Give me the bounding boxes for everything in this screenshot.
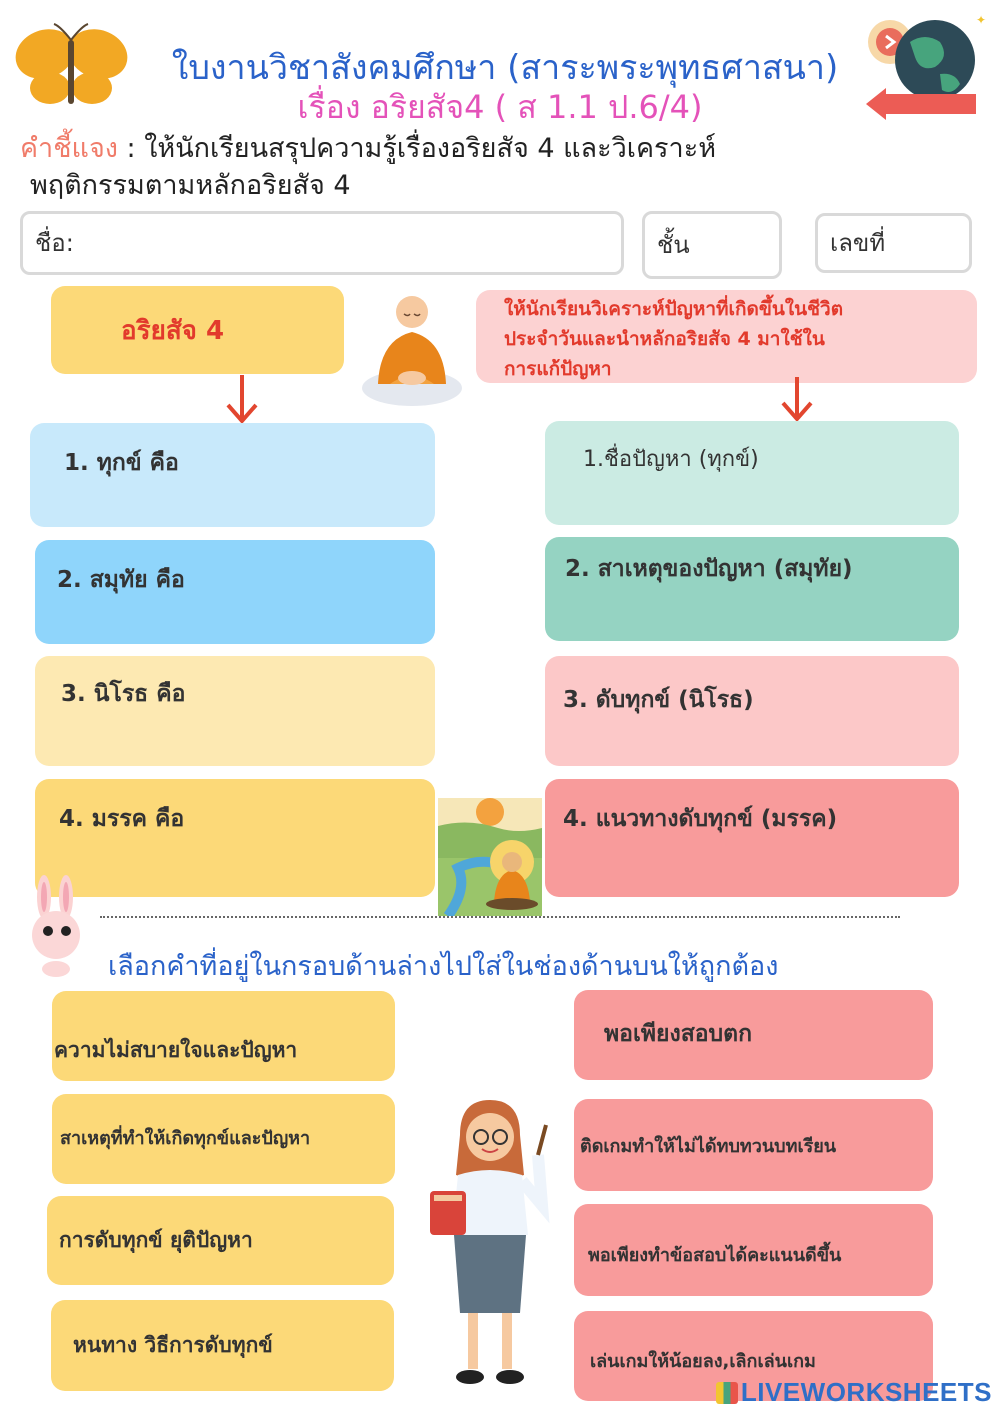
nirodha-answer-box[interactable] [35,656,435,766]
monk-icon [360,290,464,408]
name-input[interactable] [23,214,621,272]
liveworksheets-logo [716,1377,992,1408]
problem-solved-label: 3. ดับทุกข์ (นิโรธ) [563,687,754,713]
right-heading-line-2: ประจำวันและนำหลักอริยสัจ 4 มาใช้ใน [504,328,825,350]
class-field [642,211,782,279]
word-card-text: เล่นเกมให้น้อยลง,เลิกเล่นเกม [590,1350,816,1372]
word-card[interactable] [52,991,395,1081]
svg-text:✦: ✦ [976,13,987,27]
instructions-line2: พฤติกรรมตามหลักอริยสัจ 4 [30,170,351,201]
magga-label: 4. มรรค คือ [59,806,185,832]
word-card[interactable] [574,1204,933,1296]
left-heading-text: อริยสัจ 4 [121,316,225,346]
instructions-label: คำชี้แจง [20,133,118,164]
word-card[interactable] [52,1094,395,1184]
problem-cause-label: 2. สาเหตุของปัญหา (สมุทัย) [565,556,853,582]
problem-name-box[interactable] [545,421,959,525]
problem-name-label: 1.ชื่อปัญหา (ทุกข์) [583,447,759,472]
globe-icon [860,12,990,122]
arrow-down-icon [777,377,817,423]
word-card[interactable] [47,1196,394,1285]
worksheet-subtitle: เรื่อง อริยสัจ4 ( ส 1.1 ป.6/4) [297,88,703,126]
word-card-text: การดับทุกข์ ยุติปัญหา [59,1228,253,1252]
instructions-text-1: ให้นักเรียนสรุปความรู้เรื่องอริยสัจ 4 และวิเคราะห์ [144,133,717,164]
right-heading-line-3: การแก้ปัญหา [504,358,612,380]
drag-instruction: เลือกคำที่อยู่ในกรอบด้านล่างไปใส่ในช่องด้านบนให้ถูกต้อง [108,951,779,982]
word-card-text: ความไม่สบายใจและปัญหา [54,1037,298,1062]
problem-cause-box[interactable] [545,537,959,641]
buddha-illustration [438,798,542,916]
problem-solved-box[interactable] [545,656,959,766]
name-field [20,211,624,275]
word-card-text: สาเหตุที่ทำให้เกิดทุกข์และปัญหา [60,1127,311,1149]
solution-path-box[interactable] [545,779,959,897]
word-card-text: หนทาง วิธีการดับทุกข์ [73,1333,273,1357]
word-card[interactable] [51,1300,394,1391]
instructions-separator: : [117,133,145,164]
word-card[interactable] [574,1099,933,1191]
dukkha-label: 1. ทุกข์ คือ [64,450,179,476]
brand-text: LIVEWORKSHEETS [740,1377,992,1407]
samudaya-label: 2. สมุทัย คือ [57,567,185,593]
word-card-text: พอเพียงทำข้อสอบได้คะแนนดีขึ้น [588,1244,842,1266]
number-input[interactable] [818,216,969,270]
bunny-icon [24,873,88,977]
left-heading-box [51,286,344,374]
nirodha-label: 3. นิโรธ คือ [61,681,186,707]
magga-answer-box[interactable] [35,779,435,897]
butterfly-icon [10,22,130,114]
word-card[interactable] [574,990,933,1080]
brand-mark-icon [716,1382,738,1404]
solution-path-label: 4. แนวทางดับทุกข์ (มรรค) [563,806,838,832]
right-heading-line-1: ให้นักเรียนวิเคราะห์ปัญหาที่เกิดขึ้นในชีวิต [504,298,844,320]
samudaya-answer-box[interactable] [35,540,435,644]
arrow-down-icon [222,375,262,425]
teacher-illustration [420,1095,560,1395]
dukkha-answer-box[interactable] [30,423,435,527]
word-card-text: พอเพียงสอบตก [604,1021,753,1047]
class-input[interactable] [645,214,779,276]
number-field [815,213,972,273]
section-divider [100,916,900,918]
word-card-text: ติดเกมทำให้ไม่ได้ทบทวนบทเรียน [580,1135,837,1157]
right-heading-box [476,290,977,383]
worksheet-title: ใบงานวิชาสังคมศึกษา (สาระพระพุทธศาสนา) [171,48,839,88]
